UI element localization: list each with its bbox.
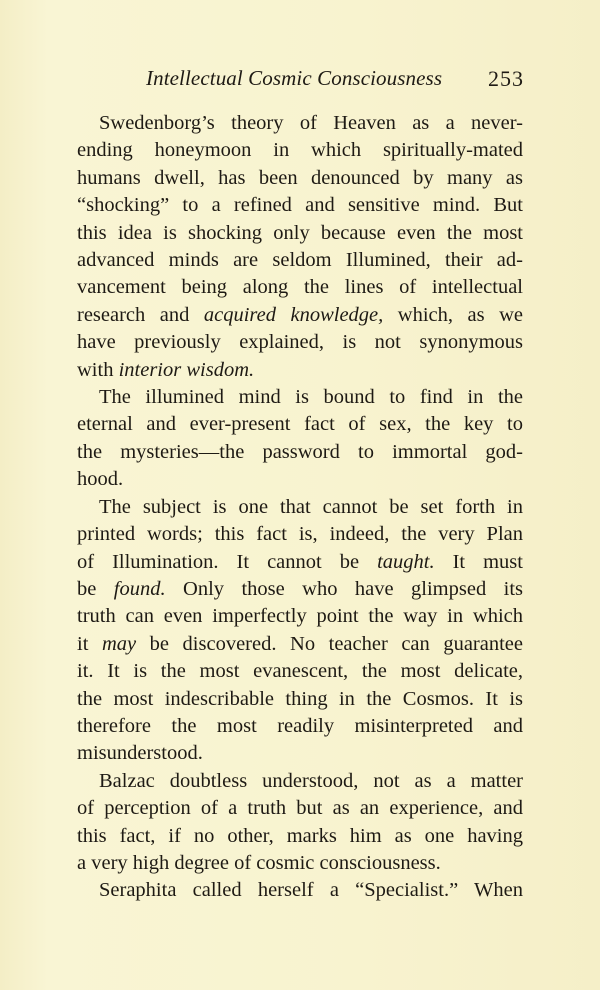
text-run: which, as we bbox=[383, 303, 523, 326]
text-run: of Illumination. It cannot be bbox=[77, 550, 378, 573]
text-line: this fact, if no other, marks him as one having bbox=[77, 824, 523, 847]
text-line: of perception of a truth but as an experience, and bbox=[77, 797, 523, 820]
text-run: it bbox=[77, 632, 102, 655]
text-run: be bbox=[77, 577, 114, 600]
text-line: therefore the most readily misinterpreted and bbox=[77, 714, 523, 737]
text-line bbox=[77, 576, 523, 603]
text-line: eternal and ever-present fact of sex, the key to bbox=[77, 413, 523, 436]
paragraph bbox=[77, 110, 523, 384]
page-number: 253 bbox=[488, 66, 524, 91]
text-line: have previously explained, is not synonymous bbox=[77, 331, 523, 354]
emphasis: acquired knowledge, bbox=[203, 303, 384, 326]
text-run: It must bbox=[434, 550, 523, 573]
text-line: the most indescribable thing in the Cosmos. It is bbox=[77, 687, 523, 710]
text-line: advanced minds are seldom Illumined, their ad- bbox=[77, 249, 523, 272]
running-header bbox=[0, 66, 600, 94]
text-line bbox=[77, 357, 523, 384]
text-line: The illumined mind is bound to find in the bbox=[99, 386, 523, 409]
emphasis: taught. bbox=[377, 550, 435, 573]
emphasis: found. bbox=[113, 577, 166, 600]
text-line: The subject is one that cannot be set forth in bbox=[99, 495, 523, 518]
text-run: with bbox=[77, 358, 119, 381]
text-run: Only those who have glimpsed its bbox=[165, 577, 523, 600]
text-line: vancement being along the lines of intellectual bbox=[77, 276, 523, 299]
text-line: this idea is shocking only because even the most bbox=[77, 221, 523, 244]
text-line: the mysteries—the password to immortal god- bbox=[77, 440, 523, 463]
emphasis: may bbox=[101, 632, 137, 655]
text-line: Seraphita called herself a “Specialist.” When bbox=[99, 879, 523, 902]
text-run: research and bbox=[77, 303, 204, 326]
text-line bbox=[77, 631, 523, 658]
text-line: Swedenborg’s theory of Heaven as a never- bbox=[99, 112, 523, 134]
paragraph bbox=[77, 768, 523, 878]
text-line: printed words; this fact is, indeed, the very Plan bbox=[77, 523, 523, 546]
text-line: hood. bbox=[77, 468, 124, 491]
body-text bbox=[77, 110, 523, 905]
text-run: be discovered. No teacher can guarantee bbox=[136, 632, 523, 655]
text-line: it. It is the most evanescent, the most delicate, bbox=[77, 660, 523, 683]
paragraph bbox=[77, 384, 523, 494]
paragraph bbox=[77, 494, 523, 768]
paragraph bbox=[77, 877, 523, 904]
text-line: Balzac doubtless understood, not as a matter bbox=[99, 769, 523, 792]
emphasis: interior wisdom. bbox=[118, 358, 255, 381]
text-line: a very high degree of cosmic consciousness. bbox=[77, 851, 441, 874]
text-line bbox=[77, 549, 523, 576]
text-line: “shocking” to a refined and sensitive mind. But bbox=[77, 194, 523, 217]
text-line: ending honeymoon in which spiritually-mated bbox=[77, 139, 523, 162]
text-line: humans dwell, has been denounced by many as bbox=[77, 166, 523, 189]
text-line bbox=[77, 302, 523, 329]
running-title: Intellectual Cosmic Consciousness bbox=[146, 66, 443, 90]
text-line: truth can even imperfectly point the way in which bbox=[77, 605, 523, 628]
text-line: misunderstood. bbox=[77, 742, 203, 765]
